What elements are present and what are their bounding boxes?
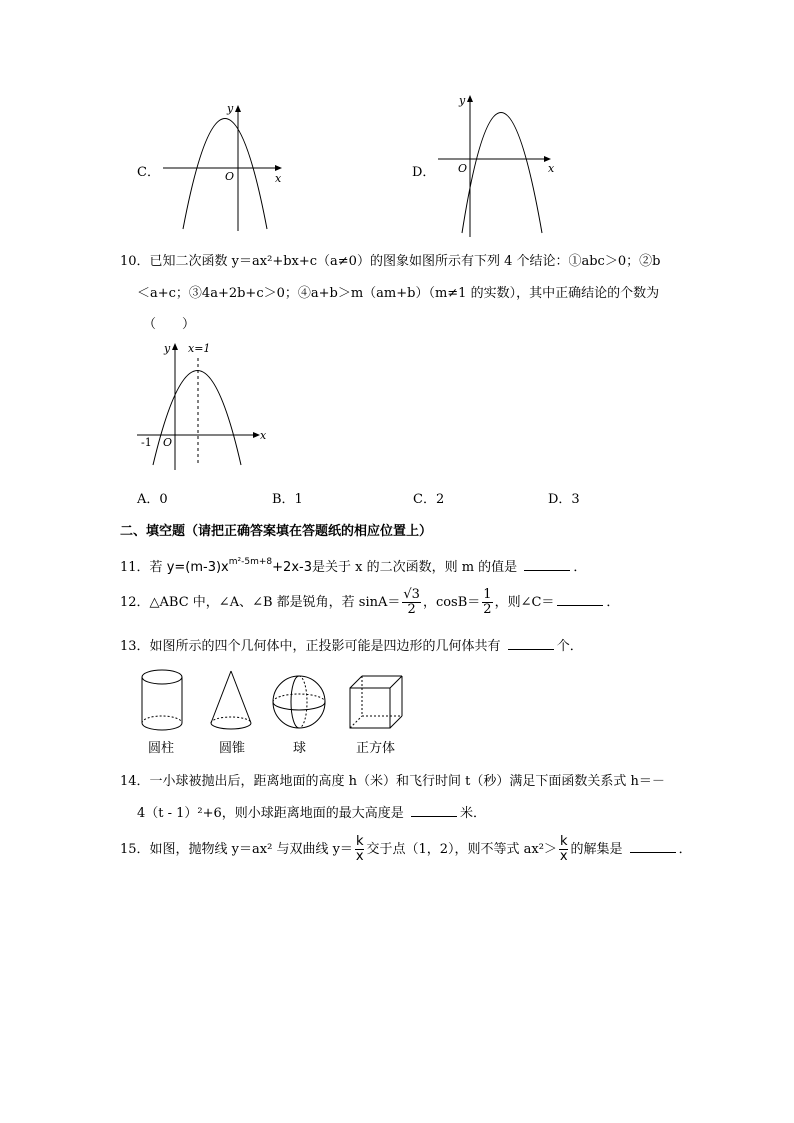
parabola-d (462, 113, 542, 234)
graph-option-d (432, 92, 562, 242)
q13 (120, 635, 583, 654)
q11-post: 是关于 x 的二次函数，则 m 的值是 (311, 560, 518, 575)
y-axis-arrow-icon (467, 95, 473, 102)
q10-paren: （ ） (143, 317, 196, 332)
y-axis-arrow-icon (172, 343, 178, 350)
q15-text1: 如图，抛物线 y＝ax² 与双曲线 y＝ (149, 842, 353, 857)
parabola-q10 (153, 371, 241, 466)
q15-answer-blank[interactable] (630, 851, 676, 853)
cylinder-figure (137, 668, 187, 734)
q12-text1: △ABC 中，∠A、∠B 都是锐角，若 sinA＝ (149, 595, 401, 610)
q11 (120, 556, 586, 575)
y-label: y (164, 342, 171, 355)
origin-label: O (163, 436, 173, 449)
sin-denominator: 2 (407, 602, 416, 617)
q10-choice-d[interactable]: D．3 (548, 492, 580, 507)
section-2-title: 二、填空题（请把正确答案填在答题纸的相应位置上） (120, 524, 433, 539)
x-label: x (548, 162, 555, 175)
cube-figure (346, 672, 406, 732)
q15-frac2-den: x (559, 849, 568, 864)
q10-choice-a[interactable]: A．0 (137, 492, 168, 507)
q11-formula-a: y=(m-3)x (166, 560, 229, 575)
q15-end: ． (678, 842, 692, 857)
q12-text2: ，cosB＝ (422, 595, 481, 610)
x-label: x (275, 172, 282, 185)
origin-label: O (225, 170, 235, 183)
q13-text: 如图所示的四个几何体中，正投影可能是四边形的几何体共有 (149, 639, 501, 654)
graph-q10 (135, 338, 275, 473)
q14-line1 (120, 770, 665, 789)
q14-number: 14． (120, 774, 150, 789)
q12-end: ． (606, 595, 620, 610)
q11-formula-exp: m²-5m+8 (228, 557, 273, 567)
neg-one-label: -1 (141, 436, 152, 449)
sin-numerator: √3 (403, 587, 420, 602)
q10-line1 (120, 250, 660, 269)
q13-answer-blank[interactable] (508, 648, 554, 650)
option-c-label: C． (137, 165, 160, 180)
q14-unit: 米． (459, 806, 486, 821)
q14-answer-blank[interactable] (411, 815, 457, 817)
x-axis-arrow-icon (275, 165, 282, 171)
q12-text3: ，则∠C＝ (494, 595, 555, 610)
q14-text2: 4（t - 1）²+6，则小球距离地面的最大高度是 (137, 806, 404, 821)
q15-text3: 的解集是 (570, 842, 623, 857)
y-label: y (459, 94, 466, 107)
cos-fraction (482, 588, 492, 617)
solid-label-cone: 圆锥 (219, 741, 246, 756)
q11-number: 11． (120, 560, 150, 575)
q11-formula-b: +2x-3 (272, 560, 312, 575)
solid-label-cube: 正方体 (356, 741, 396, 756)
cos-numerator: 1 (483, 587, 492, 602)
q14-line2 (137, 802, 486, 821)
q15-fraction-2 (559, 835, 569, 864)
q15-frac1-den: x (355, 849, 364, 864)
q11-end: ． (573, 560, 587, 575)
q10-choice-c[interactable]: C．2 (413, 492, 445, 507)
q12-number: 12． (120, 595, 150, 610)
origin-label: O (458, 162, 468, 175)
q15-frac1-num: k (355, 834, 364, 849)
q11-answer-blank[interactable] (524, 569, 570, 571)
y-label: y (227, 102, 234, 115)
q15-text2: 交于点（1，2），则不等式 ax²＞ (366, 842, 557, 857)
x-axis-arrow-icon (253, 432, 260, 438)
q15-frac2-num: k (559, 834, 568, 849)
y-axis-arrow-icon (235, 105, 241, 112)
q10-choice-b[interactable]: B．1 (272, 492, 303, 507)
q14-text1: 一小球被抛出后，距离地面的高度 h（米）和飞行时间 t（秒）满足下面函数关系式 h＝－ (149, 774, 665, 789)
q13-unit: 个． (556, 639, 583, 654)
q10-line2: ＜a+c；③4a+2b+c＞0；④a+b＞m（am+b）（m≠1 的实数），其中正确结论的个数为 (137, 286, 660, 301)
q10-number: 10． (120, 254, 150, 269)
q12-answer-blank[interactable] (557, 604, 603, 606)
cos-denominator: 2 (483, 602, 492, 617)
q10-text1: 已知二次函数 y＝ax²+bx+c（a≠0）的图象如图所示有下列 4 个结论：①abc＞0；②b (149, 254, 661, 269)
solid-label-cylinder: 圆柱 (148, 741, 175, 756)
q12 (120, 588, 619, 617)
sphere-figure (270, 672, 328, 732)
q11-pre: 若 (149, 560, 163, 575)
sin-fraction (402, 588, 421, 617)
q15 (120, 835, 692, 864)
q13-number: 13． (120, 639, 150, 654)
x-label: x (260, 429, 267, 442)
cone-figure (206, 668, 256, 734)
q15-number: 15． (120, 842, 150, 857)
graph-option-c (155, 98, 295, 233)
q15-fraction-1 (355, 835, 365, 864)
solid-label-sphere: 球 (293, 741, 307, 756)
option-d-label: D． (412, 165, 436, 180)
x-line-label: x=1 (188, 342, 211, 355)
